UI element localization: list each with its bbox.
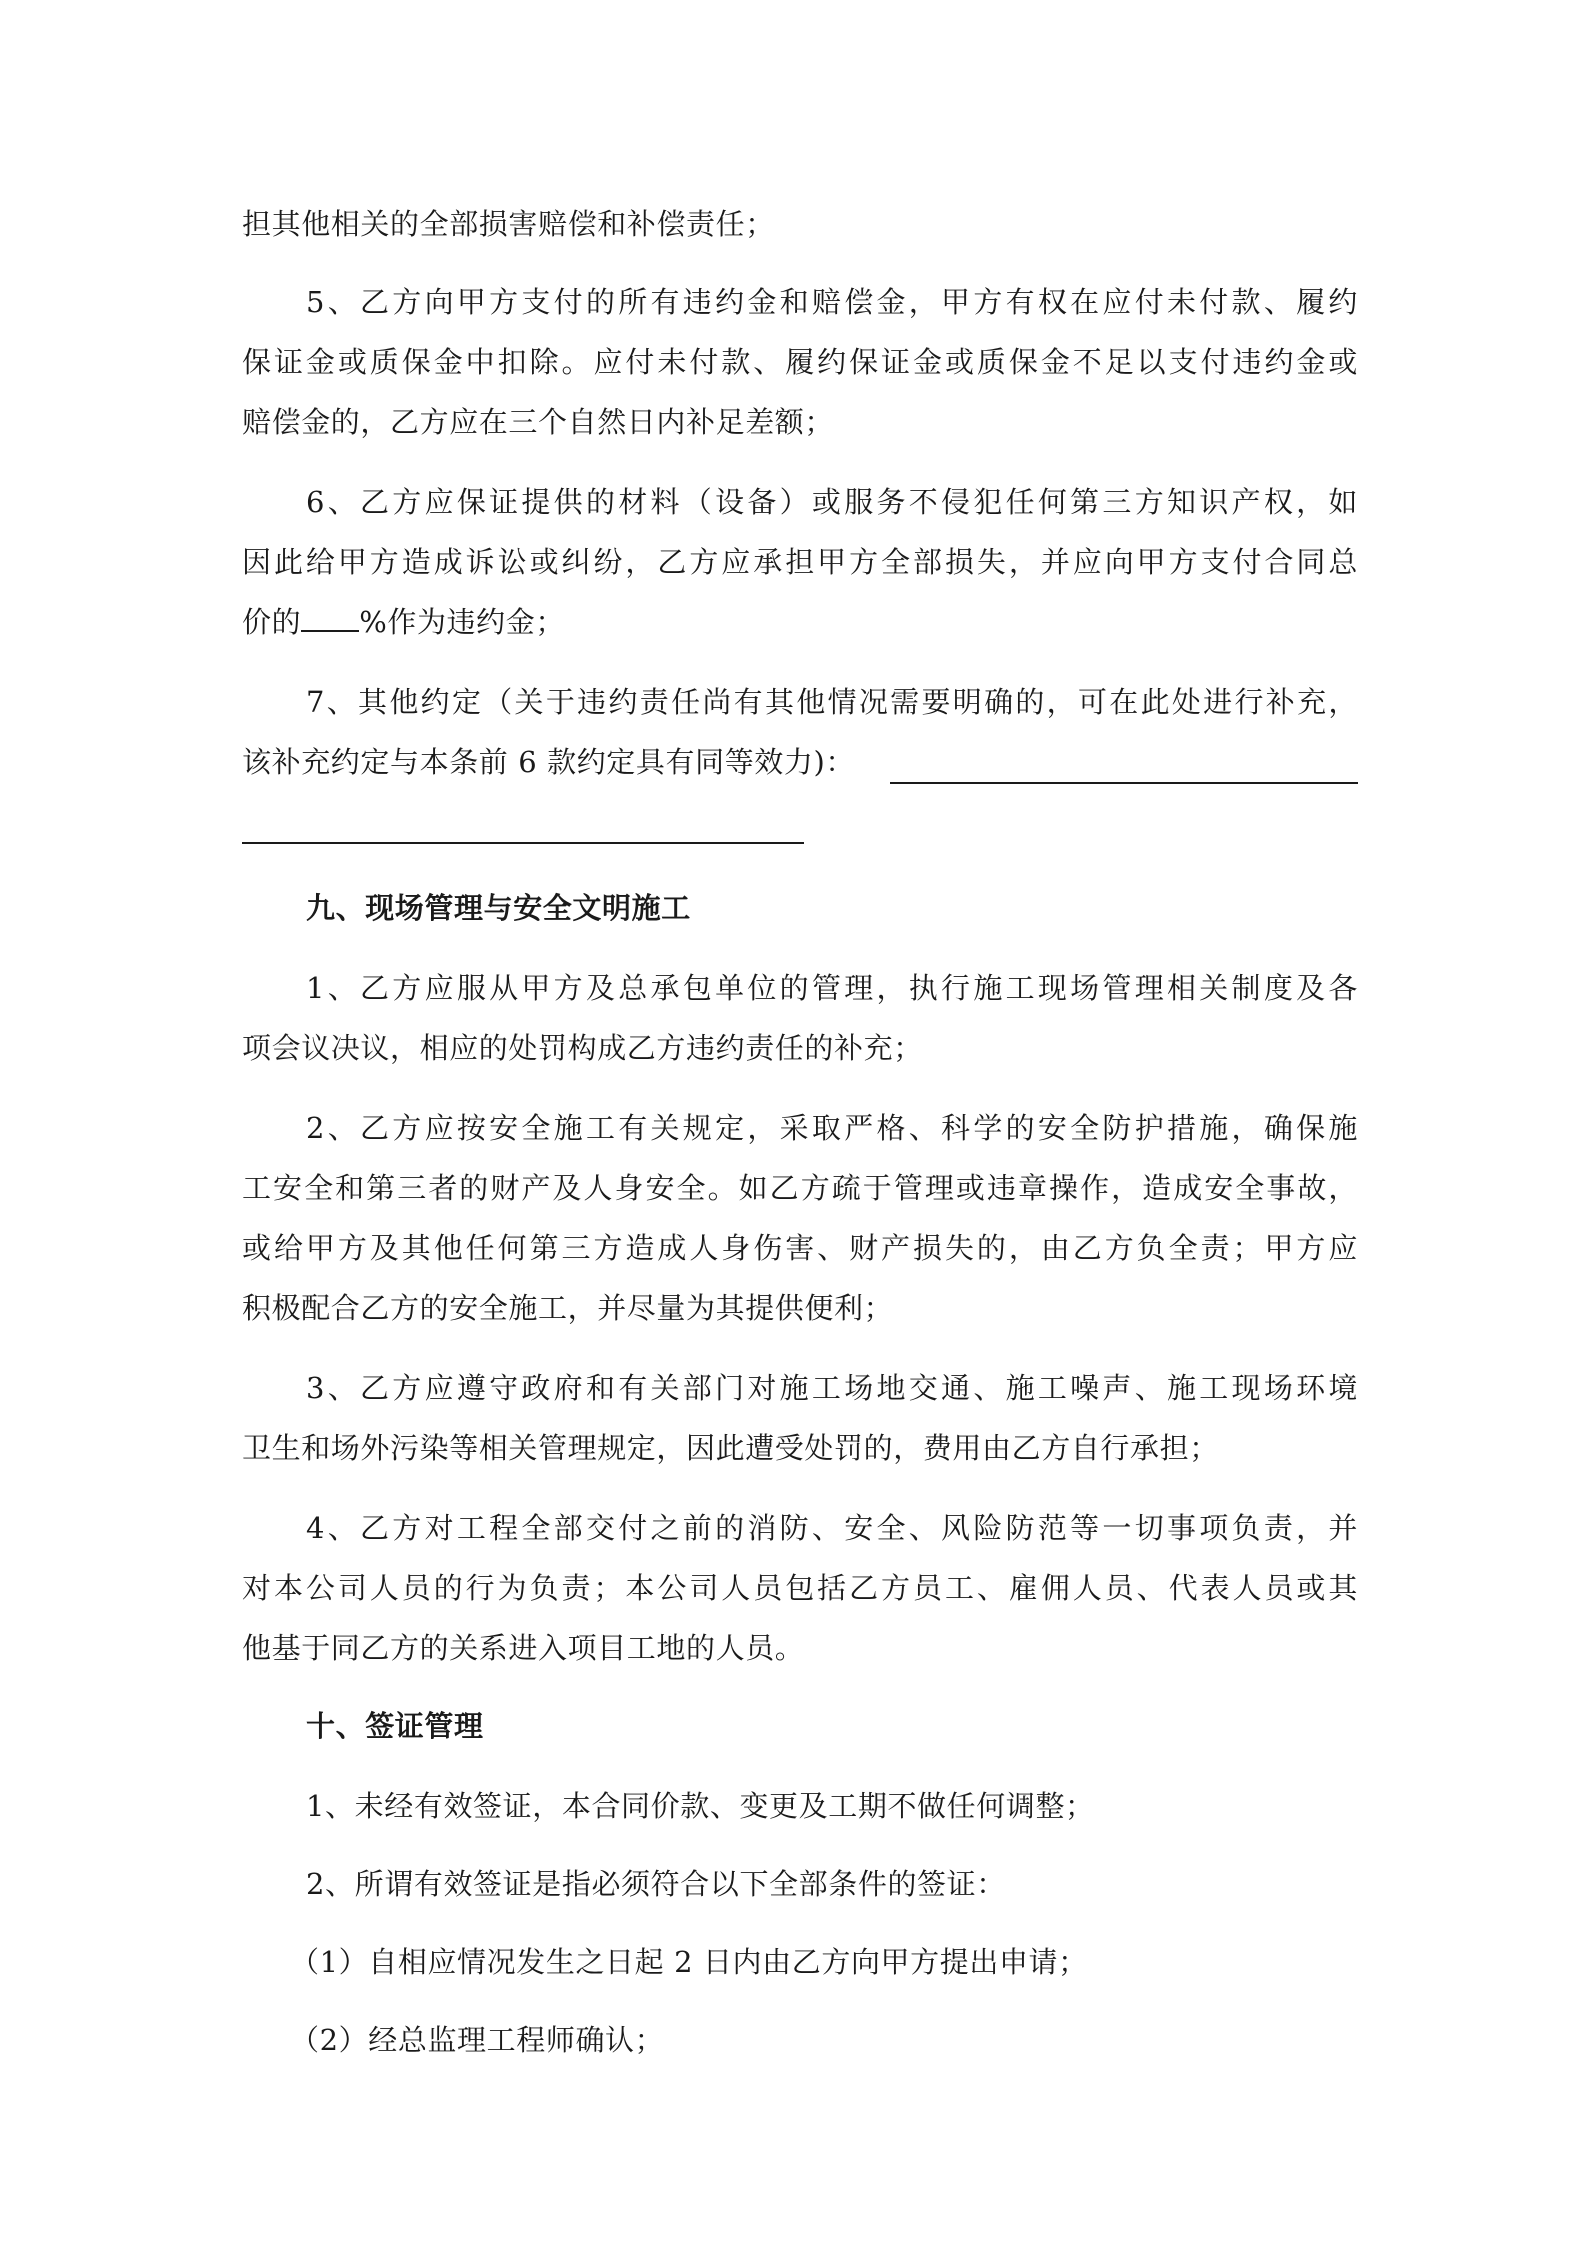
text-line: 赔偿金的，乙方应在三个自然日内补足差额； bbox=[242, 405, 835, 439]
text-line: 或给甲方及其他任何第三方造成人身伤害、财产损失的，由乙方负全责；甲方应 bbox=[242, 1231, 1358, 1265]
text-line: 他基于同乙方的关系进入项目工地的人员。 bbox=[242, 1631, 805, 1665]
fill-in-blank bbox=[301, 602, 359, 632]
text-line: （1）自相应情况发生之日起 2 日内由乙方向甲方提出申请； bbox=[290, 1945, 1088, 1979]
text-line: 3、乙方应遵守政府和有关部门对施工场地交通、施工噪声、施工现场环境 bbox=[306, 1371, 1358, 1405]
text-line: 6、乙方应保证提供的材料（设备）或服务不侵犯任何第三方知识产权，如 bbox=[306, 485, 1358, 519]
text-line: 2、乙方应按安全施工有关规定，采取严格、科学的安全防护措施，确保施 bbox=[306, 1111, 1358, 1145]
text-line: 积极配合乙方的安全施工，并尽量为其提供便利； bbox=[242, 1291, 894, 1325]
text-line: 对本公司人员的行为负责；本公司人员包括乙方员工、雇佣人员、代表人员或其 bbox=[242, 1571, 1358, 1605]
section-heading: 十、签证管理 bbox=[306, 1709, 484, 1743]
fill-in-rule bbox=[242, 842, 804, 844]
text-line: 保证金或质保金中扣除。应付未付款、履约保证金或质保金不足以支付违约金或 bbox=[242, 345, 1358, 379]
text-line: 1、乙方应服从甲方及总承包单位的管理，执行施工现场管理相关制度及各 bbox=[306, 971, 1358, 1005]
text-fragment: 价的 bbox=[242, 605, 302, 639]
fill-in-rule bbox=[890, 782, 1358, 784]
text-line: 担其他相关的全部损害赔偿和补偿责任； bbox=[242, 207, 775, 241]
text-line: 5、乙方向甲方支付的所有违约金和赔偿金，甲方有权在应付未付款、履约 bbox=[306, 285, 1358, 319]
text-line: 该补充约定与本条前 6 款约定具有同等效力)： bbox=[242, 745, 856, 779]
text-line: 4、乙方对工程全部交付之前的消防、安全、风险防范等一切事项负责，并 bbox=[306, 1511, 1358, 1545]
section-heading: 九、现场管理与安全文明施工 bbox=[306, 891, 691, 925]
text-line: （2）经总监理工程师确认； bbox=[290, 2023, 665, 2057]
text-line: 7、其他约定（关于违约责任尚有其他情况需要明确的，可在此处进行补充， bbox=[306, 685, 1358, 719]
text-line: 1、未经有效签证，本合同价款、变更及工期不做任何调整； bbox=[306, 1789, 1095, 1823]
text-line: 工安全和第三者的财产及人身安全。如乙方疏于管理或违章操作，造成安全事故， bbox=[242, 1171, 1358, 1205]
text-line: 项会议决议，相应的处罚构成乙方违约责任的补充； bbox=[242, 1031, 923, 1065]
text-line: 卫生和场外污染等相关管理规定，因此遭受处罚的，费用由乙方自行承担； bbox=[242, 1431, 1219, 1465]
text-line bbox=[242, 602, 565, 642]
text-line: 因此给甲方造成诉讼或纠纷，乙方应承担甲方全部损失，并应向甲方支付合同总 bbox=[242, 545, 1358, 579]
text-fragment: %作为违约金； bbox=[359, 605, 565, 639]
text-line: 2、所谓有效签证是指必须符合以下全部条件的签证： bbox=[306, 1867, 1006, 1901]
